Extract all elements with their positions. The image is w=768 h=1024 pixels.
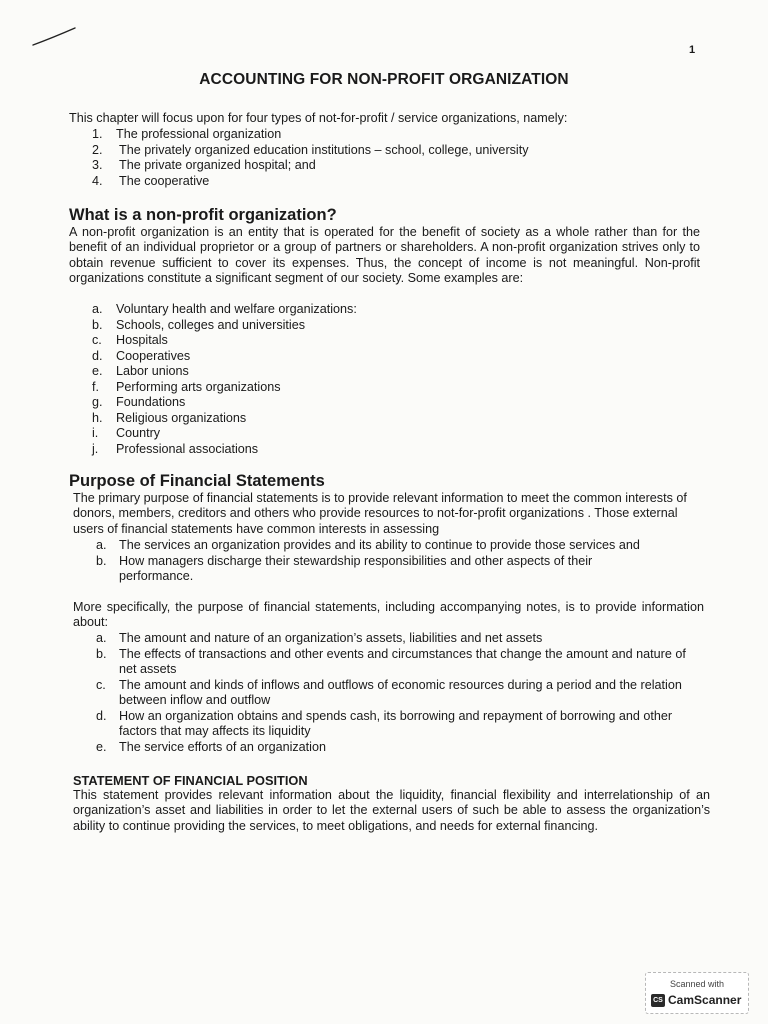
list-item: c. The amount and kinds of inflows and outflows of economic resources during a period and the relation between inflow and outflow	[96, 677, 682, 707]
org-types-list	[92, 127, 692, 189]
list-item: d. Cooperatives	[92, 348, 191, 363]
list-item: h. Religious organizations	[92, 410, 247, 425]
pen-stroke-mark	[30, 26, 80, 50]
section2-paragraph: The primary purpose of financial statements is to provide relevant information to meet the common interests of donors, members, creditors and others who provide resources to not-for-profit organizations . Those external users of financial statements have common interests in assessing	[73, 491, 687, 536]
list-item: b. Schools, colleges and universities	[92, 317, 306, 332]
examples-list	[92, 302, 692, 457]
list-item: a. The amount and nature of an organization’s assets, liabilities and net assets	[96, 631, 543, 645]
section2-paragraph-2: More specifically, the purpose of financial statements, including accompanying notes, is to provide information about:	[73, 600, 704, 630]
list-item: d. How an organization obtains and spends cash, its borrowing and repayment of borrowing and other factors that may affects its liquidity	[96, 708, 673, 738]
list-item: f. Performing arts organizations	[92, 379, 281, 394]
list-item: e. The service efforts of an organization	[96, 739, 326, 754]
list-item: g. Foundations	[92, 395, 186, 409]
section-heading-non-profit: What is a non-profit organization?	[69, 206, 337, 224]
list-item: b. The effects of transactions and other events and circumstances that change the amount and nature of net assets	[96, 646, 686, 676]
list-item: c. Hospitals	[92, 333, 168, 347]
list-item: e. Labor unions	[92, 364, 189, 378]
intro-text: This chapter will focus upon for four types of not-for-profit / service organizations, namely:	[69, 111, 568, 125]
stakeholder-interests-list	[96, 538, 706, 585]
camscanner-logo-icon: CS	[651, 994, 665, 1007]
watermark-caption: Scanned with	[669, 979, 725, 989]
section-heading-purpose: Purpose of Financial Statements	[69, 472, 325, 490]
list-item: j. Professional associations	[92, 441, 259, 456]
section3-paragraph: This statement provides relevant information about the liquidity, financial flexibility and interrelationship of an organization’s asset and liabilities in order to let the external users of such be able to assess the organization’s ability to continue providing the services, to meet obligations, and needs for external financing.	[73, 788, 710, 833]
section-heading-financial-position: STATEMENT OF FINANCIAL POSITION	[73, 773, 308, 788]
watermark-brand-name: CamScanner	[668, 993, 742, 1007]
list-item: 2. The privately organized education institutions – school, college, university	[92, 142, 529, 157]
section1-paragraph: A non-profit organization is an entity that is operated for the benefit of society as a whole rather than for the benefit of an individual proprietor or a group of partners or shareholders. A non-profit organization strives only to obtain revenue sufficient to cover its expenses. Thus, the concept of income is not meaningful. Non-profit organizations constitute a significant segment of our society. Some examples are:	[69, 225, 700, 286]
list-item: a. The services an organization provides and its ability to continue to provide those services and	[96, 538, 640, 552]
page-title: ACCOUNTING FOR NON-PROFIT ORGANIZATION	[199, 71, 569, 88]
list-item: 4. The cooperative	[92, 173, 210, 188]
page-number: 1	[689, 44, 696, 56]
purpose-details-list	[96, 631, 706, 755]
list-item: 3. The private organized hospital; and	[92, 158, 316, 172]
list-item: a. Voluntary health and welfare organizations:	[92, 302, 357, 316]
list-item: 1. The professional organization	[92, 127, 282, 141]
list-item: i. Country	[92, 426, 161, 440]
list-item: b. How managers discharge their stewardship responsibilities and other aspects of their performance.	[96, 553, 593, 583]
camscanner-watermark	[645, 972, 749, 1014]
watermark-brand	[651, 993, 741, 1007]
